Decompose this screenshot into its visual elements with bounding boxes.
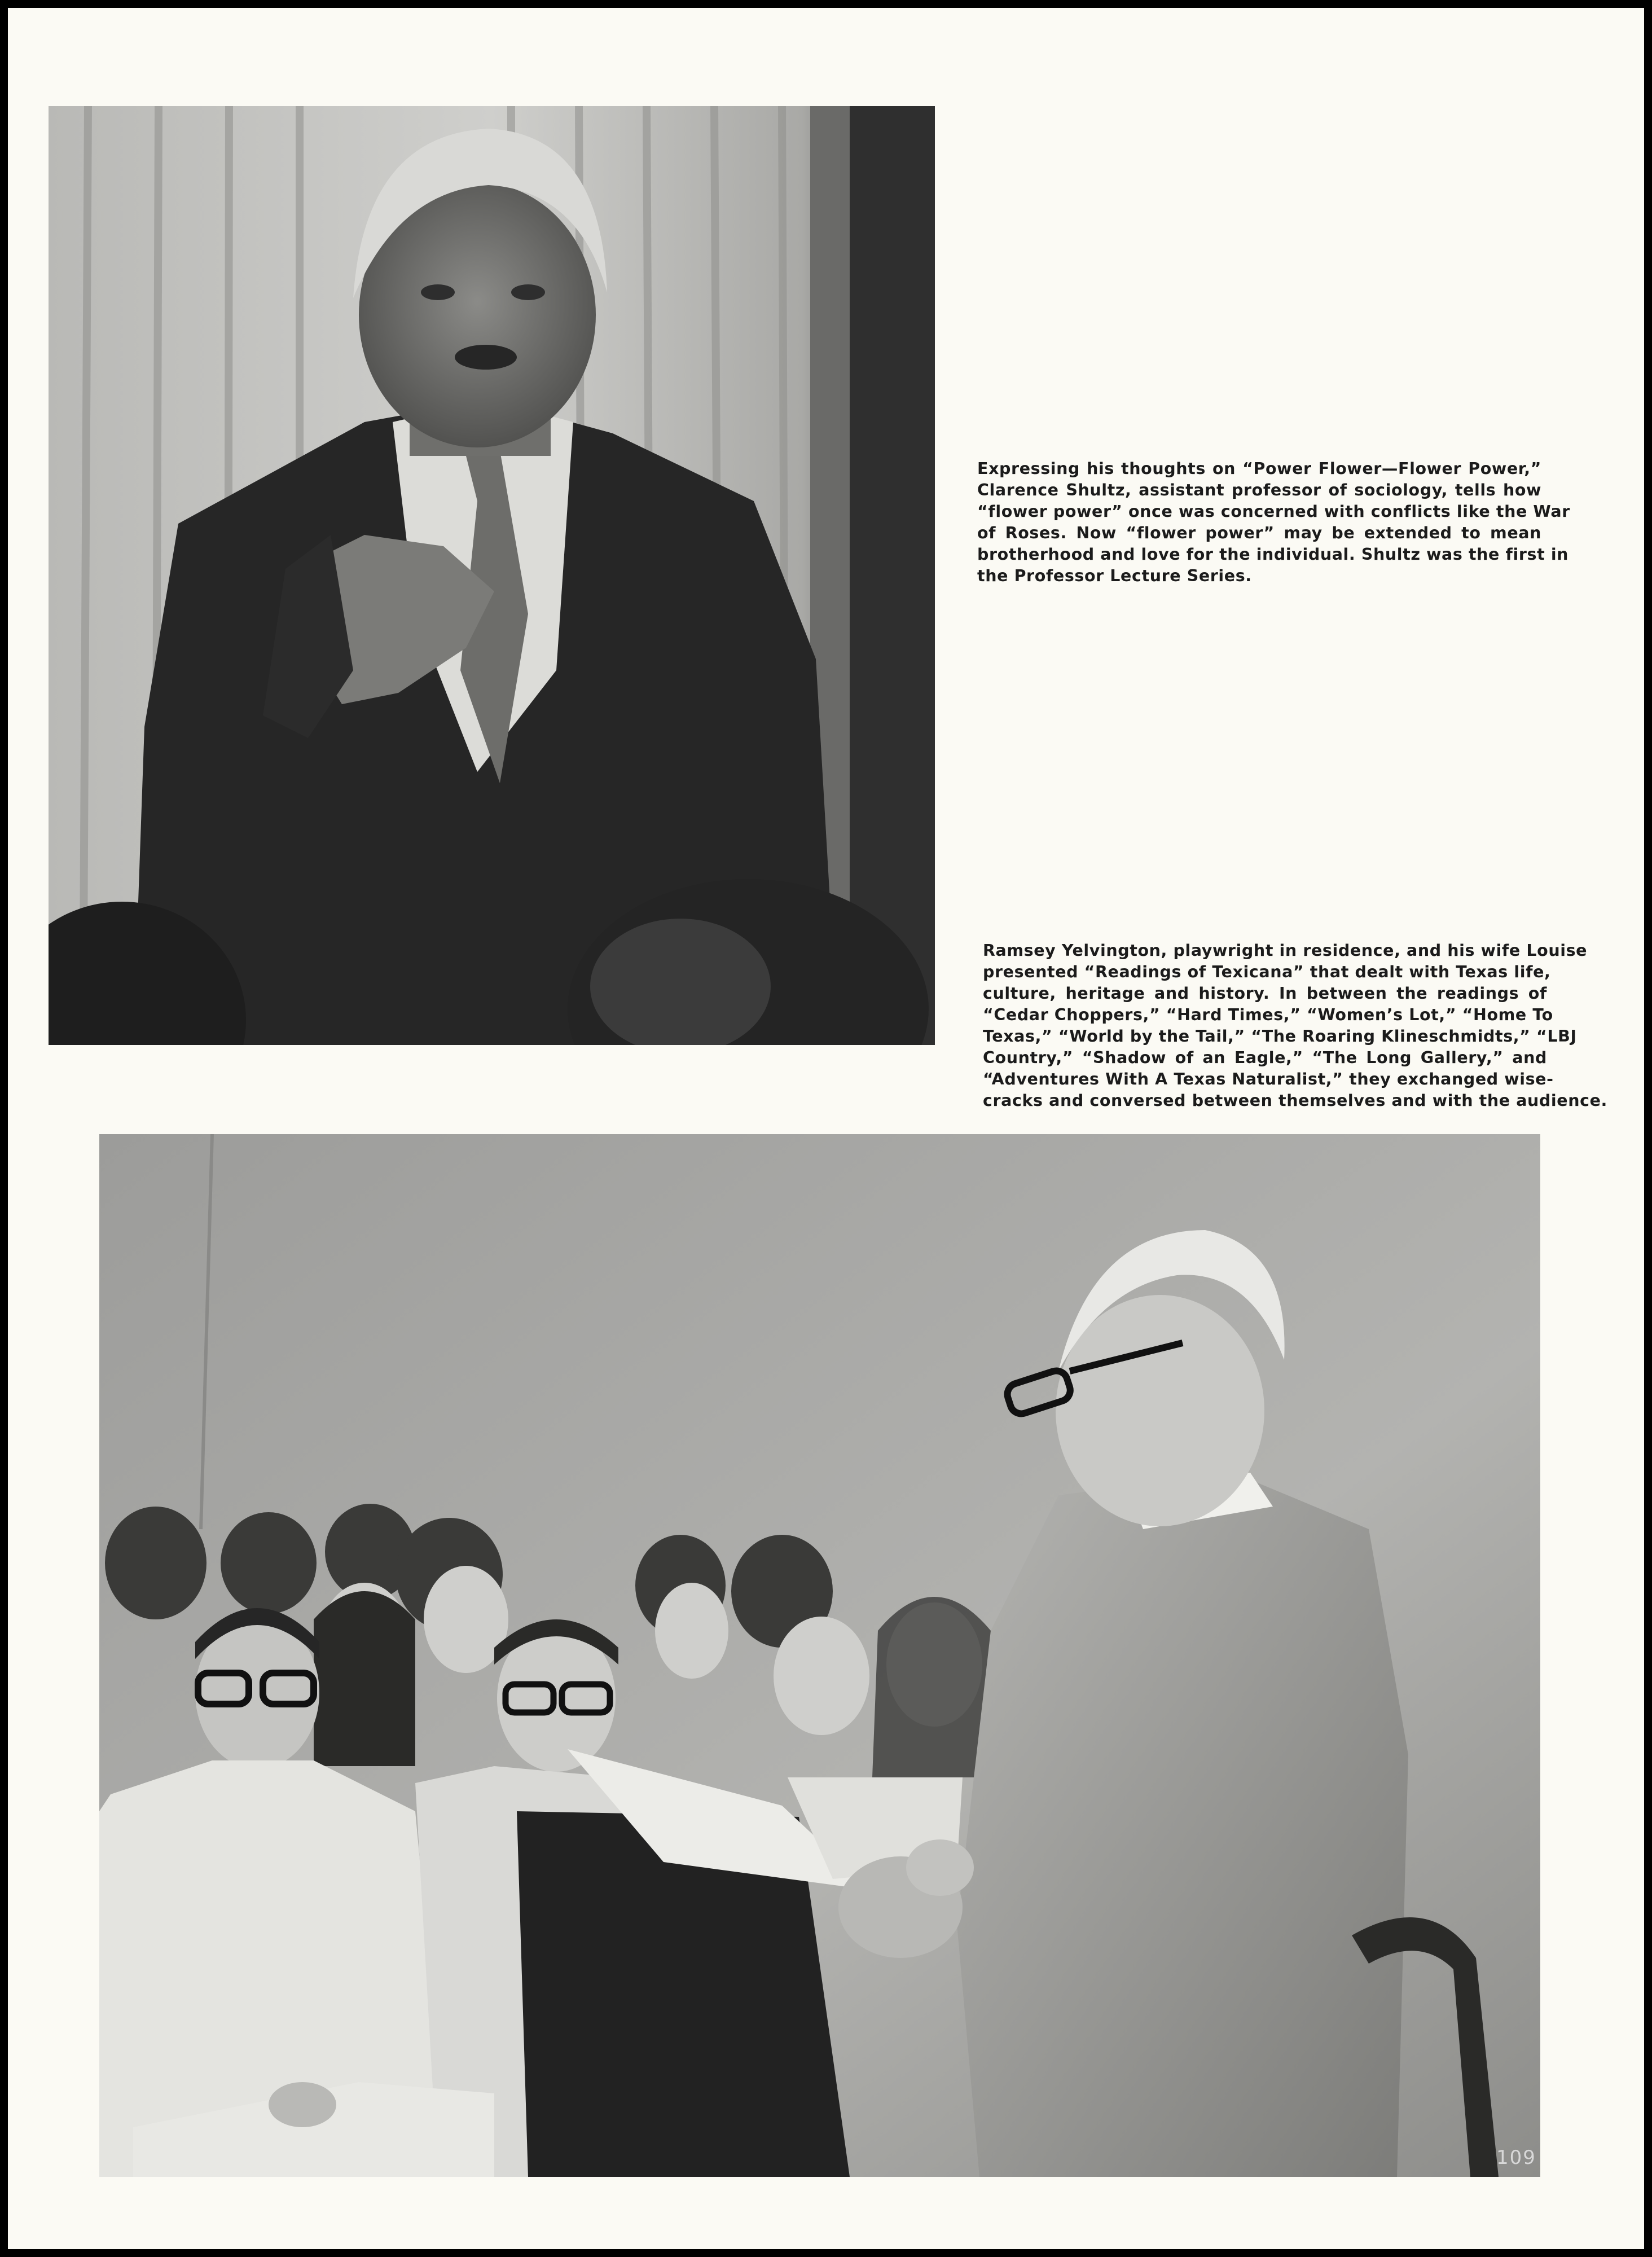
caption-shultz-line: brotherhood and love for the individual. Shultz was the first in — [977, 545, 1569, 564]
page-number: 109 — [1496, 2146, 1536, 2169]
caption-yelvington — [983, 940, 1607, 1112]
caption-shultz — [977, 458, 1570, 587]
yearbook-page — [8, 8, 1644, 2249]
caption-shultz-line: “flower power” once was concerned with conflicts like the War — [977, 502, 1570, 521]
caption-yelvington-line: “Adventures With A Texas Naturalist,” they exchanged wise- — [983, 1070, 1554, 1088]
caption-shultz-line: the Professor Lecture Series. — [977, 567, 1252, 585]
photo-lecturer-shultz — [49, 106, 935, 1045]
photo-yelvington-reading — [99, 1134, 1540, 2177]
caption-shultz-line: Clarence Shultz, assistant professor of sociology, tells how — [977, 481, 1541, 499]
caption-yelvington-line: Ramsey Yelvington, playwright in residence, and his wife Louise — [983, 941, 1588, 960]
caption-shultz-line: Expressing his thoughts on “Power Flower—Flower Power,” — [977, 459, 1541, 478]
caption-yelvington-line: presented “Readings of Texicana” that dealt with Texas life, — [983, 963, 1551, 981]
caption-shultz-line: of Roses. Now “flower power” may be extended to mean — [977, 524, 1541, 542]
caption-yelvington-line: “Cedar Choppers,” “Hard Times,” “Women’s Lot,” “Home To — [983, 1005, 1553, 1024]
caption-yelvington-line: culture, heritage and history. In between the readings of — [983, 984, 1547, 1003]
caption-yelvington-line: Country,” “Shadow of an Eagle,” “The Long Gallery,” and — [983, 1048, 1547, 1067]
caption-yelvington-line: cracks and conversed between themselves and with the audience. — [983, 1091, 1607, 1110]
caption-yelvington-line: Texas,” “World by the Tail,” “The Roaring Klineschmidts,” “LBJ — [983, 1027, 1577, 1046]
